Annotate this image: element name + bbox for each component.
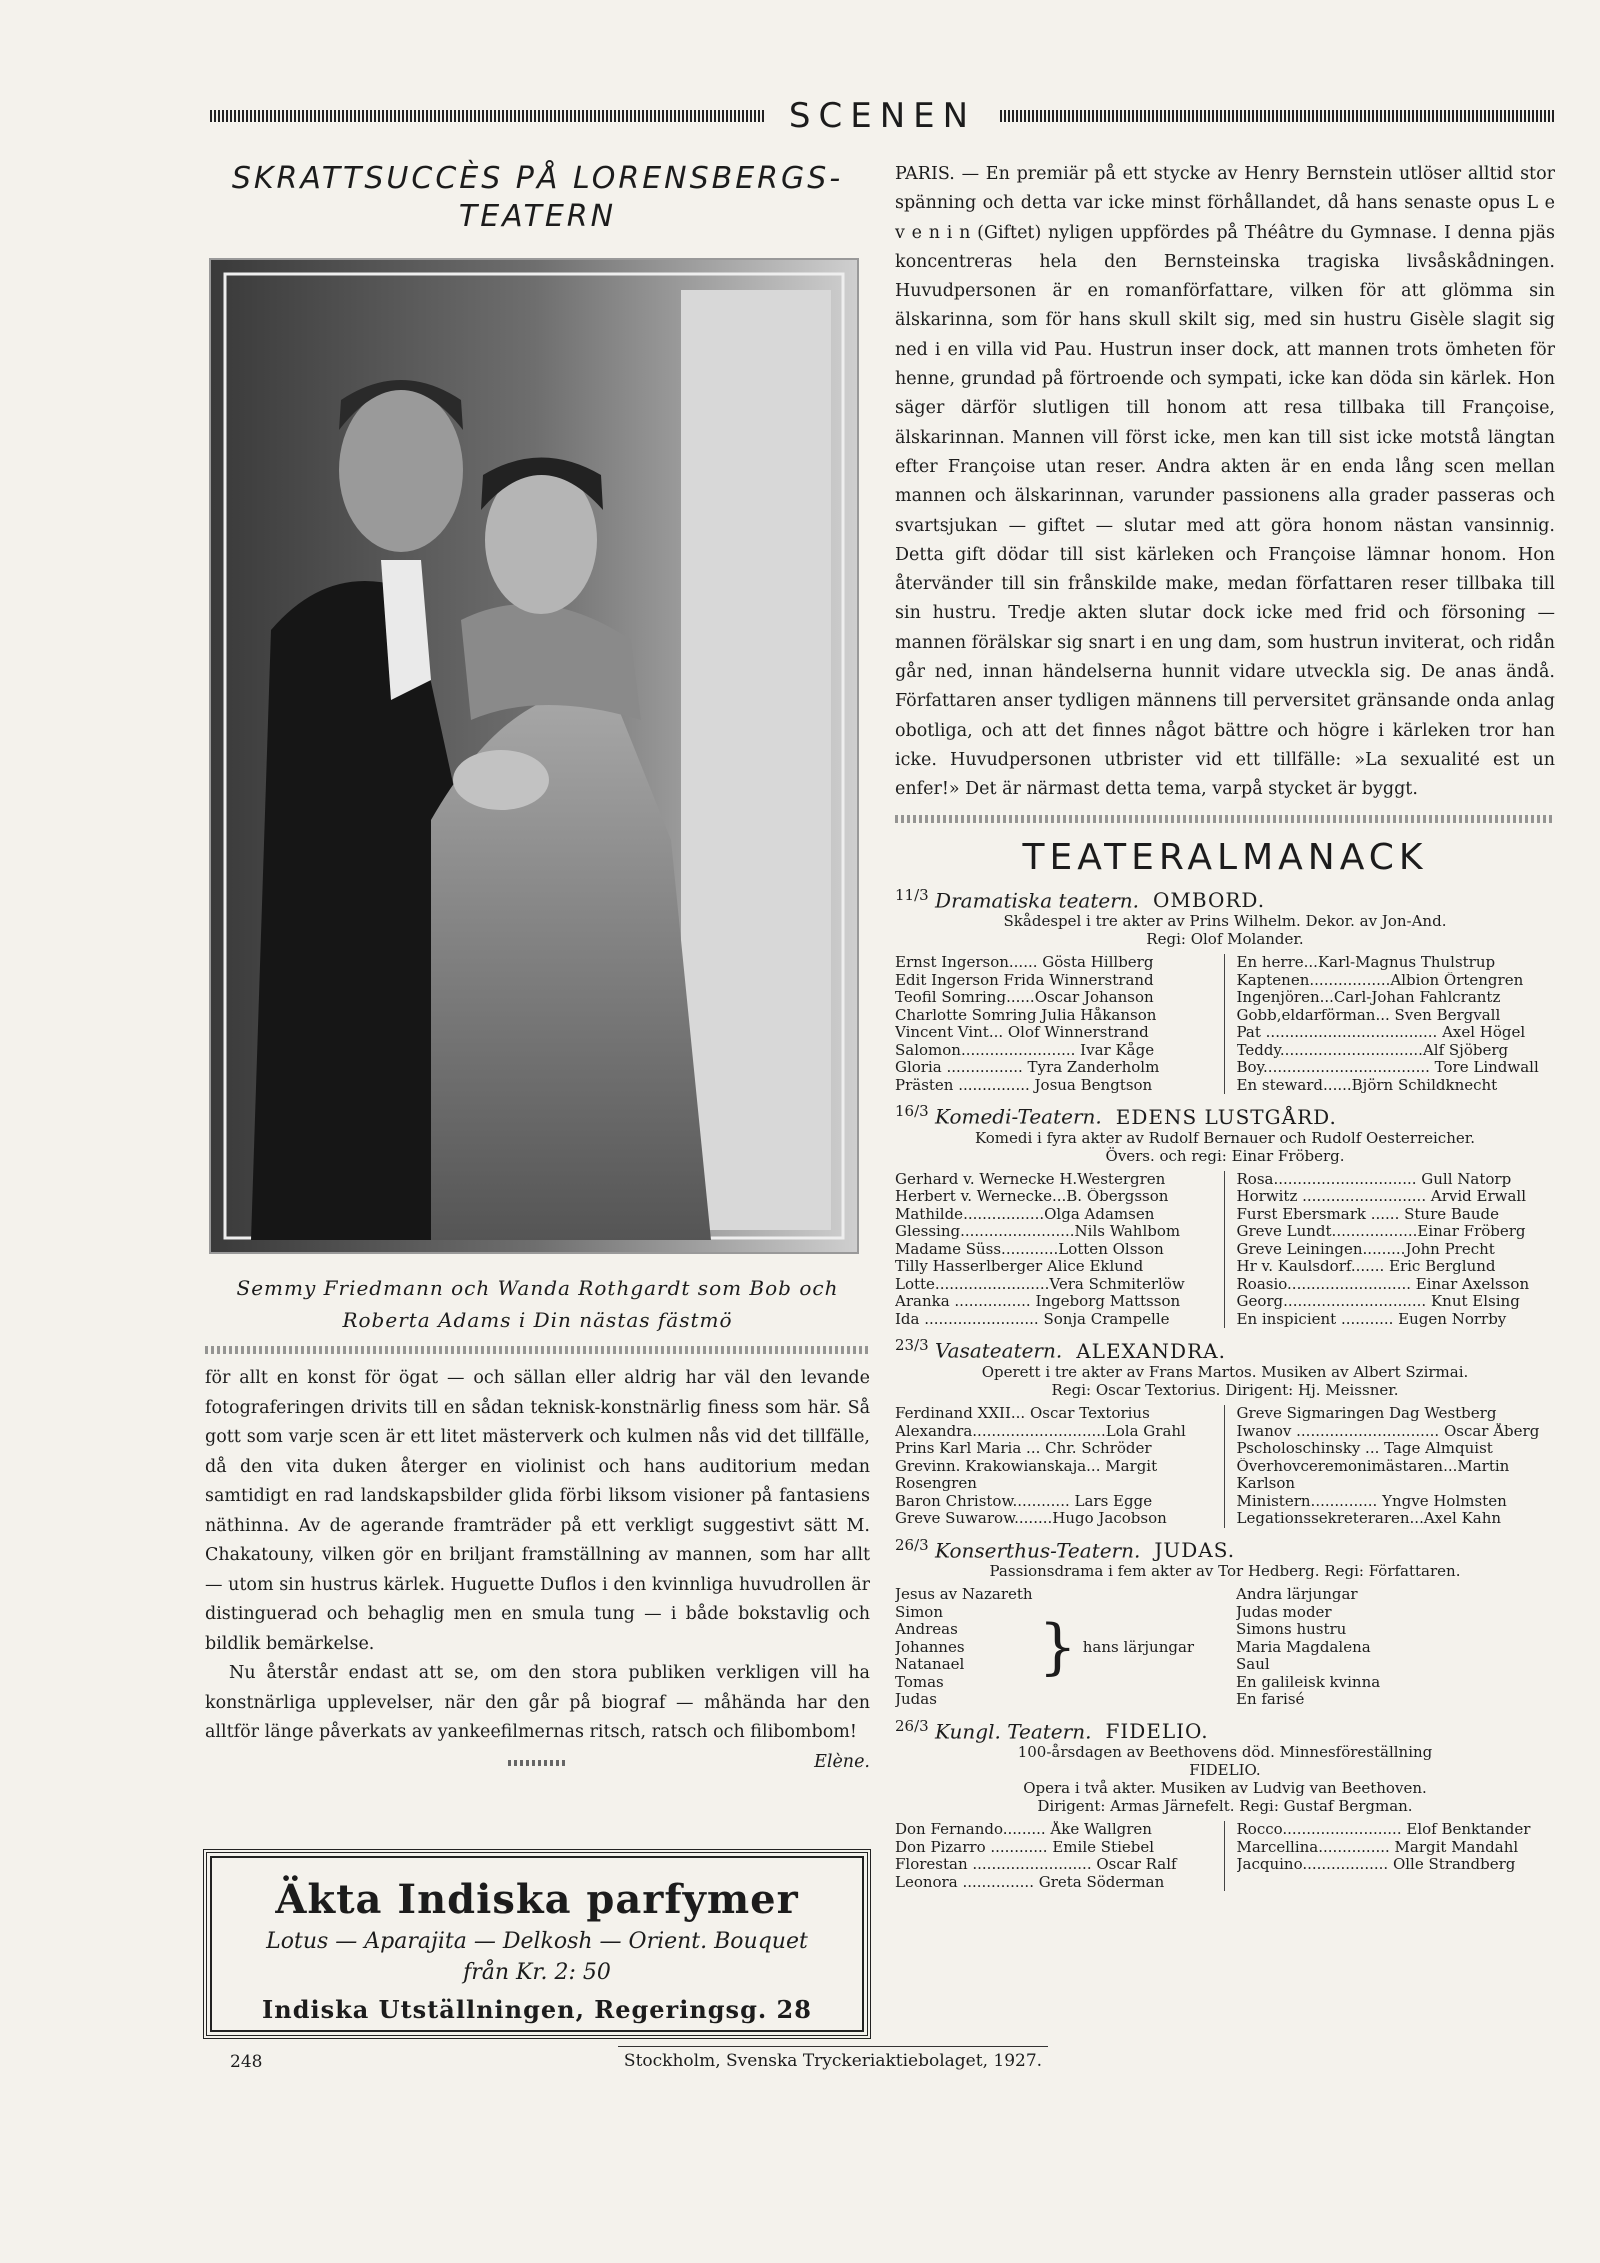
article-title: SKRATTSUCCÈS PÅ LORENSBERGS-TEATERN bbox=[231, 161, 844, 234]
entry-credits: Dirigent: Armas Järnefelt. Regi: Gustaf Bergman. bbox=[1037, 1797, 1413, 1816]
almanack-entry bbox=[895, 1717, 1555, 1892]
entry-play: ALEXANDRA. bbox=[1076, 1339, 1226, 1363]
almanack-entry bbox=[895, 1536, 1555, 1709]
cast-column-left bbox=[895, 954, 1225, 1094]
cast-row: Rosa.............................. Gull Natorp bbox=[1236, 1170, 1512, 1188]
right-column bbox=[895, 160, 1555, 1891]
almanack-entry bbox=[895, 1336, 1555, 1527]
article-photo bbox=[209, 258, 859, 1254]
cast-row: Gobb,eldarförman... Sven Bergvall bbox=[1236, 1006, 1501, 1024]
entry-date: 16/3 bbox=[895, 1102, 929, 1121]
cast-row: Simons hustru bbox=[1236, 1621, 1347, 1639]
cast-row: En farisé bbox=[1236, 1691, 1305, 1709]
entry-theatre: Kungl. Teatern. bbox=[935, 1719, 1092, 1744]
cast-row: Tomas bbox=[895, 1673, 944, 1691]
cast-row: Greve Leiningen.........John Precht bbox=[1236, 1240, 1495, 1258]
cast-list bbox=[895, 1171, 1555, 1329]
entry-theatre: Vasateatern. bbox=[935, 1339, 1063, 1363]
article-paragraph-2 bbox=[205, 1659, 870, 1772]
disciple-names bbox=[895, 1586, 1033, 1709]
cast-row: Hr v. Kaulsdorf....... Eric Berglund bbox=[1236, 1258, 1496, 1276]
masthead-title: SCENEN bbox=[788, 96, 977, 136]
cast-row: Gerhard v. Wernecke H.Westergren bbox=[895, 1170, 1166, 1188]
cast-column-left bbox=[895, 1586, 1224, 1709]
cast-list bbox=[895, 1821, 1555, 1891]
cast-row: Herbert v. Wernecke...B. Öbergsson bbox=[895, 1188, 1169, 1206]
cast-row: Ernst Ingerson...... Gösta Hillberg bbox=[895, 954, 1154, 972]
masthead bbox=[210, 96, 1555, 136]
cast-list bbox=[895, 1405, 1555, 1528]
cast-row: Ingenjören...Carl-Johan Fahlcrantz bbox=[1236, 989, 1501, 1007]
cast-row: Iwanov .............................. Oscar Åberg bbox=[1236, 1422, 1540, 1440]
ad-price: från Kr. 2: 50 bbox=[463, 1960, 611, 1985]
cast-row: Judas bbox=[895, 1691, 937, 1709]
ad-headline: Äkta Indiska parfymer bbox=[275, 1876, 799, 1923]
printer-line: Stockholm, Svenska Tryckeriaktiebolaget, 1927. bbox=[618, 2046, 1048, 2071]
cast-row: Andreas bbox=[895, 1621, 958, 1639]
entry-date: 26/3 bbox=[895, 1535, 929, 1554]
cast-row: Salomon........................ Ivar Kåge bbox=[895, 1041, 1155, 1059]
cast-column-left bbox=[895, 1821, 1225, 1891]
cast-row: Greve Suwarow........Hugo Jacobson bbox=[895, 1510, 1167, 1527]
cast-row: Karlson bbox=[1236, 1475, 1296, 1492]
entry-credits: Skådespel i tre akter av Prins Wilhelm. Dekor. av Jon-And. bbox=[1003, 912, 1447, 931]
photo-illustration bbox=[211, 260, 857, 1252]
cast-row: En herre...Karl-Magnus Thulstrup bbox=[1236, 954, 1496, 972]
article-body bbox=[205, 1364, 870, 1772]
cast-row: Marcellina............... Margit Mandahl bbox=[1236, 1838, 1519, 1856]
entry-theatre: Dramatiska teatern. bbox=[935, 888, 1140, 913]
ad-store: Indiska Utställningen, Regeringsg. 28 bbox=[262, 1995, 812, 2024]
article-signature: Elène. bbox=[814, 1751, 870, 1772]
ad-products: Lotus — Aparajita — Delkosh — Orient. Bouquet bbox=[266, 1929, 808, 1954]
cast-row: Roasio.......................... Einar Axelsson bbox=[1236, 1275, 1530, 1293]
cast-row: Tilly Hasserlberger Alice Eklund bbox=[895, 1258, 1144, 1276]
cast-row: En galileisk kvinna bbox=[1236, 1673, 1381, 1691]
entry-header bbox=[895, 1336, 1555, 1363]
cast-row: Teddy..............................Alf Sjöberg bbox=[1236, 1041, 1509, 1059]
entry-header bbox=[895, 886, 1555, 913]
cast-row: Boy................................... Tore Lindwall bbox=[1236, 1059, 1539, 1077]
cast-row: Don Fernando......... Åke Wallgren bbox=[895, 1821, 1152, 1839]
cast-row: Överhovceremonimästaren...Martin bbox=[1236, 1457, 1510, 1475]
entry-header bbox=[895, 1717, 1555, 1744]
cast-row: Furst Ebersmark ...... Sture Baude bbox=[1236, 1205, 1499, 1223]
cast-row: Grevinn. Krakowianskaja... Margit bbox=[895, 1457, 1158, 1475]
cast-row: Madame Süss............Lotten Olsson bbox=[895, 1240, 1164, 1258]
entry-header bbox=[895, 1102, 1555, 1129]
entry-credits: Komedi i fyra akter av Rudolf Bernauer och Rudolf Oesterreicher. bbox=[974, 1128, 1476, 1147]
masthead-rule-right bbox=[1000, 110, 1555, 122]
cast-row: Teofil Somring......Oscar Johanson bbox=[895, 989, 1154, 1007]
entry-credits: Övers. och regi: Einar Fröberg. bbox=[1105, 1146, 1345, 1165]
cast-row: Leonora ............... Greta Söderman bbox=[895, 1873, 1165, 1891]
perfume-advertisement bbox=[210, 1856, 864, 2032]
cast-row: En steward......Björn Schildknecht bbox=[1236, 1076, 1498, 1094]
cast-row: Rosengren bbox=[895, 1475, 977, 1492]
cast-row: Simon bbox=[895, 1603, 943, 1621]
almanack-title: TEATERALMANACK bbox=[1022, 836, 1428, 878]
page-number: 248 bbox=[230, 2052, 263, 2072]
cast-row: Prästen ............... Josua Bengtson bbox=[895, 1076, 1153, 1094]
entry-credits: Passionsdrama i fem akter av Tor Hedberg. Regi: Författaren. bbox=[989, 1562, 1461, 1581]
cast-row: Alexandra............................Lola Grahl bbox=[895, 1422, 1186, 1440]
cast-row: Ferdinand XXII... Oscar Textorius bbox=[895, 1405, 1150, 1422]
cast-row: Maria Magdalena bbox=[1236, 1638, 1371, 1656]
cast-column-right bbox=[1224, 1586, 1555, 1709]
cast-row: Mathilde.................Olga Adamsen bbox=[895, 1205, 1155, 1223]
cast-row: Don Pizarro ............ Emile Stiebel bbox=[895, 1838, 1155, 1856]
cast-row: Jesus av Nazareth bbox=[895, 1586, 1033, 1604]
masthead-rule-left bbox=[210, 110, 765, 122]
cast-row: Andra lärjungar bbox=[1236, 1586, 1358, 1604]
cast-column-left bbox=[895, 1405, 1225, 1528]
entry-credits: 100-årsdagen av Beethovens död. Minnesföreställning bbox=[1017, 1743, 1433, 1762]
entry-credits: Regi: Oscar Textorius. Dirigent: Hj. Meissner. bbox=[1051, 1381, 1399, 1399]
brace-label: hans lärjungar bbox=[1082, 1637, 1195, 1656]
entry-theatre: Konserthus-Teatern. bbox=[935, 1538, 1141, 1563]
cast-row: Johannes bbox=[895, 1638, 965, 1656]
cast-row: Lotte........................Vera Schmiterlöw bbox=[895, 1275, 1185, 1293]
almanack-entry bbox=[895, 1102, 1555, 1328]
almanack-entries bbox=[895, 886, 1555, 1892]
brace-icon: } bbox=[1038, 1612, 1077, 1683]
cast-row: Glessing........................Nils Wahlbom bbox=[895, 1223, 1181, 1241]
cast-row: Greve Sigmaringen Dag Westberg bbox=[1236, 1405, 1497, 1422]
entry-date: 11/3 bbox=[895, 885, 929, 904]
entry-date: 26/3 bbox=[895, 1716, 929, 1735]
cast-row: Aranka ................ Ingeborg Mattsson bbox=[895, 1293, 1181, 1311]
cast-column-right bbox=[1225, 1821, 1556, 1891]
cast-row: Saul bbox=[1236, 1656, 1270, 1674]
almanack-entry bbox=[895, 886, 1555, 1095]
cast-row: En inspicient ........... Eugen Norrby bbox=[1236, 1310, 1507, 1328]
cast-column-right bbox=[1225, 954, 1556, 1094]
cast-row: Florestan ......................... Oscar Ralf bbox=[895, 1856, 1177, 1874]
cast-row: Pscholoschinsky ... Tage Almquist bbox=[1236, 1440, 1493, 1457]
cast-row: Greve Lundt..................Einar Fröberg bbox=[1236, 1223, 1526, 1241]
article-paragraph-1: för allt en konst för ögat — och sällan eller aldrig har väl den levande fotograferingen drivits till en sådan teknisk-konstnärlig finess som här. Så gott som varje scen är ett litet mästerverk och kulmen nås vid det tillfälle, då den vita duken återger en violinist och hans auditorium medan samtidigt en rad landskapsbilder glida förbi liksom visioner på fantasiens näthinna. Av de agerande framträder på ett verkligt suggestivt sätt M. Chakatouny, vilken gör en briljant framställning av mannen, som har allt — utom sin hustrus kärlek. Huguette Duflos i den kvinnliga huvudrollen är distinguerad och behaglig men en smula tung — i både bokstavlig och bildlik bemärkelse. bbox=[205, 1368, 870, 1654]
entry-credits: FIDELIO. bbox=[1189, 1761, 1261, 1780]
left-column bbox=[205, 160, 870, 1778]
cast-row: Rocco......................... Elof Benktander bbox=[1236, 1821, 1531, 1839]
paris-report: PARIS. — En premiär på ett stycke av Henry Bernstein utlöser alltid stor spänning och detta var icke minst förhållandet, då hans senaste opus L e v e n i n (Giftet) nyligen uppfördes på Théâtre du Gymnase. I denna pjäs koncentreras hela den Bernsteinska tragiska livsåskådningen. Huvudpersonen är en romanförfattare, vilken för att glömma sin älskarinna, som för hans skull skilt sig, med sin hustru Gisèle slagit sig ned i en villa vid Pau. Hustrun inser dock, att mannen trots ömheten för henne, grundad på förtroende och sympati, icke kan döda sin kärlek. Hon säger därför slutligen till honom att resa tillbaka till Françoise, älskarinnan. Mannen vill först icke, men kan till sist icke motstå längtan efter Françoise utan reser. Andra akten är en enda lång scen mellan mannen och älskarinnan, varunder passionens alla grader passeras och svartsjukan — giftet — slutar med att göra honom nästan vansinnig. Detta gift dödar till sist kärleken och Françoise lämnar honom. Hon återvänder till sin frånskilde make, medan författaren reser tillbaka till sin hustru. Tredje akten slutar dock icke med frid och försoning — mannen förälskar sig snart i en ung dam, som hustrun inviterat, och ridån går ned, innan händelserna hunnit vidare utveckla sig. De anas ändå. Författaren anser tydligen männens till perversitet gränsande onda anlag obotliga, och att det finnes något bättre och högre i kärleken tror han icke. Huvudpersonen utbrister vid ett tillfälle: »La sexualité est un enfer!» Det är närmast detta tema, varpå stycket är byggt. bbox=[895, 164, 1555, 800]
entry-date: 23/3 bbox=[895, 1336, 929, 1355]
cast-row: Vincent Vint... Olof Winnerstrand bbox=[895, 1024, 1149, 1042]
cast-row: Ida ........................ Sonja Crampelle bbox=[895, 1310, 1170, 1328]
cast-row: Legationssekreteraren...Axel Kahn bbox=[1236, 1510, 1502, 1527]
entry-play: FIDELIO. bbox=[1105, 1719, 1209, 1744]
entry-credits: Opera i två akter. Musiken av Ludvig van Beethoven. bbox=[1023, 1779, 1427, 1798]
cast-row: Gloria ................ Tyra Zanderholm bbox=[895, 1059, 1160, 1077]
article-paragraph-2-text: Nu återstår endast att se, om den stora publiken verkligen vill ha konstnärliga upplevelser, när den går på biograf — måhända har den alltför länge påverkats av yankeefilmernas ritsch, ratsch och filibombom! bbox=[205, 1663, 870, 1742]
entry-play: OMBORD. bbox=[1153, 888, 1266, 913]
cast-row: Charlotte Somring Julia Håkanson bbox=[895, 1006, 1157, 1024]
entry-credits: Regi: Olof Molander. bbox=[1146, 930, 1304, 949]
cast-row: Prins Karl Maria ... Chr. Schröder bbox=[895, 1440, 1152, 1457]
entry-header bbox=[895, 1536, 1555, 1563]
cast-row: Pat .................................... Axel Högel bbox=[1236, 1024, 1526, 1042]
cast-list bbox=[895, 954, 1555, 1094]
cast-column-left bbox=[895, 1171, 1225, 1329]
entry-theatre: Komedi-Teatern. bbox=[935, 1104, 1102, 1129]
cast-list bbox=[895, 1586, 1555, 1709]
cast-row: Jacquino.................. Olle Strandberg bbox=[1236, 1856, 1516, 1874]
entry-credits: Operett i tre akter av Frans Martos. Musiken av Albert Szirmai. bbox=[981, 1363, 1469, 1381]
cast-row: Baron Christow............ Lars Egge bbox=[895, 1492, 1153, 1510]
cast-row: Edit Ingerson Frida Winnerstrand bbox=[895, 971, 1154, 989]
entry-play: EDENS LUSTGÅRD. bbox=[1115, 1104, 1337, 1129]
cast-row: Horwitz .......................... Arvid Erwall bbox=[1236, 1188, 1526, 1206]
entry-play: JUDAS. bbox=[1154, 1538, 1236, 1563]
end-ornament bbox=[508, 1760, 568, 1766]
cast-row: Ministern.............. Yngve Holmsten bbox=[1236, 1492, 1507, 1510]
cast-row: Judas moder bbox=[1236, 1603, 1332, 1621]
photo-caption: Semmy Friedmann och Wanda Rothgardt som Bob och Roberta Adams i Din nästas fästmö bbox=[236, 1276, 839, 1332]
cast-row: Natanael bbox=[895, 1656, 965, 1674]
wavy-divider-right bbox=[895, 815, 1555, 823]
cast-row: Kaptenen.................Albion Örtengren bbox=[1236, 971, 1524, 989]
cast-column-right bbox=[1225, 1405, 1556, 1528]
cast-column-right bbox=[1225, 1171, 1556, 1329]
wavy-divider bbox=[205, 1346, 870, 1354]
cast-row: Georg.............................. Knut Elsing bbox=[1236, 1293, 1520, 1311]
